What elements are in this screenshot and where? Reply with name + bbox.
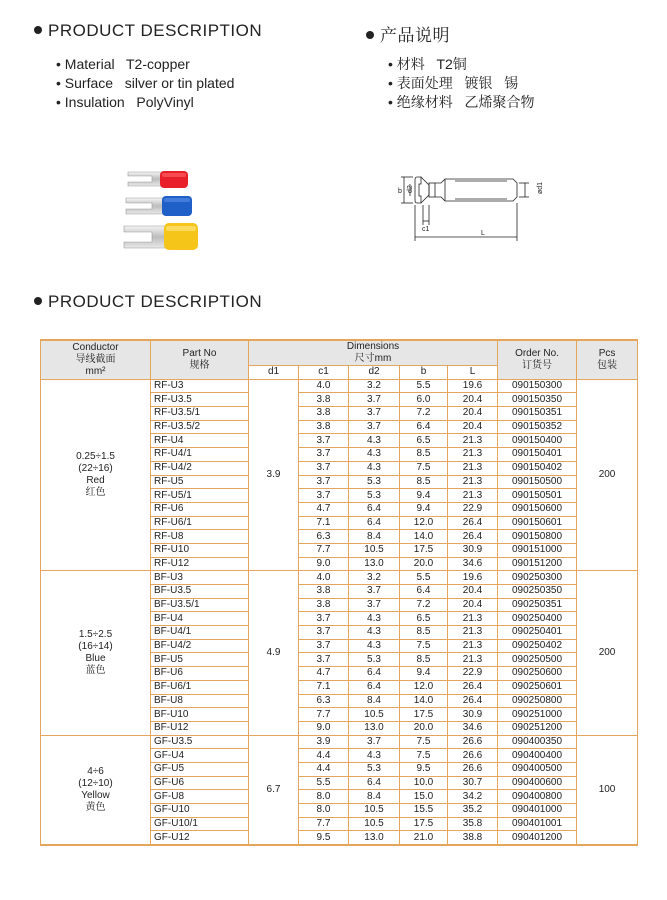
table-row (41, 379, 638, 393)
L-cell: 34.6 (448, 721, 498, 735)
b-cell: 8.5 (400, 475, 448, 489)
bullet-dot-icon (34, 297, 42, 305)
order-no-cell: 090250401 (498, 626, 577, 640)
c1-cell: 9.0 (299, 557, 349, 571)
table-header (41, 340, 638, 379)
c1-cell: 3.7 (299, 434, 349, 448)
order-no-cell: 090251200 (498, 721, 577, 735)
L-cell: 26.4 (448, 680, 498, 694)
L-cell: 21.3 (448, 626, 498, 640)
heading-text: PRODUCT DESCRIPTION (48, 21, 263, 40)
conductor-awg: (16÷14) (78, 640, 113, 652)
heading-text: 产品说明 (380, 26, 450, 45)
c1-cell: 3.8 (299, 420, 349, 434)
part-no-cell: RF-U4 (151, 434, 249, 448)
order-no-cell: 090150351 (498, 407, 577, 421)
d1-cell: 4.9 (249, 571, 299, 735)
b-cell: 12.0 (400, 680, 448, 694)
c1-cell: 3.7 (299, 626, 349, 640)
label-c1: c1 (422, 226, 430, 233)
d2-cell: 4.3 (349, 626, 400, 640)
part-no-cell: RF-U3.5 (151, 393, 249, 407)
order-no-cell: 090250500 (498, 653, 577, 667)
c1-cell: 3.8 (299, 598, 349, 612)
b-cell: 7.2 (400, 598, 448, 612)
d1-cell: 3.9 (249, 379, 299, 571)
c1-cell: 3.7 (299, 653, 349, 667)
L-cell: 21.3 (448, 612, 498, 626)
c1-cell: 3.7 (299, 448, 349, 462)
d2-cell: 4.3 (349, 448, 400, 462)
d2-cell: 5.3 (349, 762, 400, 776)
b-cell: 10.0 (400, 776, 448, 790)
d2-cell: 4.3 (349, 461, 400, 475)
d2-cell: 3.7 (349, 420, 400, 434)
c1-cell: 8.0 (299, 804, 349, 818)
header-c1: c1 (299, 366, 349, 380)
d2-cell: 10.5 (349, 708, 400, 722)
order-no-cell: 090150501 (498, 489, 577, 503)
d2-cell: 6.4 (349, 776, 400, 790)
bullet-dot-icon (366, 31, 374, 39)
c1-cell: 4.4 (299, 762, 349, 776)
L-cell: 22.9 (448, 502, 498, 516)
order-no-cell: 090150600 (498, 502, 577, 516)
c1-cell: 3.7 (299, 612, 349, 626)
heading-text: PRODUCT DESCRIPTION (48, 292, 263, 311)
part-no-cell: RF-U5/1 (151, 489, 249, 503)
d2-cell: 8.4 (349, 790, 400, 804)
order-no-cell: 090250402 (498, 639, 577, 653)
conductor-color-en: Yellow (81, 789, 110, 801)
table-section-heading (34, 292, 262, 312)
part-no-cell: BF-U12 (151, 721, 249, 735)
header-L: L (448, 366, 498, 380)
label-L: L (481, 230, 485, 237)
b-cell: 5.5 (400, 571, 448, 585)
label-d2: d2 (407, 185, 414, 193)
d2-cell: 13.0 (349, 831, 400, 845)
L-cell: 21.3 (448, 639, 498, 653)
part-no-cell: RF-U12 (151, 557, 249, 571)
part-no-cell: RF-U3.5/2 (151, 420, 249, 434)
header-d1: d1 (249, 366, 299, 380)
b-cell: 8.5 (400, 626, 448, 640)
L-cell: 19.6 (448, 379, 498, 393)
order-no-cell: 090251000 (498, 708, 577, 722)
L-cell: 35.8 (448, 817, 498, 831)
part-no-cell: RF-U3 (151, 379, 249, 393)
header-pcs (577, 340, 638, 379)
c1-cell: 7.1 (299, 680, 349, 694)
part-no-cell: RF-U8 (151, 530, 249, 544)
d2-cell: 4.3 (349, 434, 400, 448)
d2-cell: 6.4 (349, 502, 400, 516)
d2-cell: 5.3 (349, 489, 400, 503)
label-b: b (398, 188, 402, 195)
c1-cell: 3.9 (299, 735, 349, 749)
d2-cell: 8.4 (349, 530, 400, 544)
feature-material: • Material T2-copper (56, 56, 190, 72)
part-no-cell: RF-U5 (151, 475, 249, 489)
header-conductor-en: Conductor (72, 341, 119, 353)
order-no-cell: 090150402 (498, 461, 577, 475)
feature-surface-cn: • 表面处理 镀银 锡 (388, 75, 519, 91)
header-part-cn: 规格 (189, 359, 210, 371)
spade-terminals-photo (122, 168, 212, 254)
table-body (41, 379, 638, 845)
part-no-cell: GF-U12 (151, 831, 249, 845)
header-order-cn: 订货号 (522, 359, 553, 371)
conductor-color-cn: 蓝色 (85, 664, 106, 676)
L-cell: 20.4 (448, 393, 498, 407)
conductor-color-en: Blue (85, 652, 106, 664)
bullet-dot-icon (34, 26, 42, 34)
order-no-cell: 090150500 (498, 475, 577, 489)
b-cell: 7.5 (400, 639, 448, 653)
d2-cell: 5.3 (349, 475, 400, 489)
c1-cell: 7.7 (299, 543, 349, 557)
b-cell: 9.4 (400, 489, 448, 503)
L-cell: 20.4 (448, 420, 498, 434)
part-no-cell: GF-U6 (151, 776, 249, 790)
part-no-cell: BF-U3 (151, 571, 249, 585)
conductor-color-en: Red (86, 475, 105, 486)
c1-cell: 4.7 (299, 667, 349, 681)
order-no-cell: 090250351 (498, 598, 577, 612)
L-cell: 26.6 (448, 762, 498, 776)
order-no-cell: 090151000 (498, 543, 577, 557)
b-cell: 14.0 (400, 530, 448, 544)
header-pcs-en: Pcs (598, 347, 616, 359)
b-cell: 6.4 (400, 420, 448, 434)
order-no-cell: 090150350 (498, 393, 577, 407)
L-cell: 19.6 (448, 571, 498, 585)
L-cell: 30.9 (448, 543, 498, 557)
header-order-no (498, 340, 577, 379)
part-no-cell: RF-U4/1 (151, 448, 249, 462)
order-no-cell: 090150352 (498, 420, 577, 434)
part-no-cell: GF-U5 (151, 762, 249, 776)
L-cell: 21.3 (448, 461, 498, 475)
order-no-cell: 090150800 (498, 530, 577, 544)
L-cell: 26.6 (448, 735, 498, 749)
L-cell: 22.9 (448, 667, 498, 681)
header-order-en: Order No. (515, 347, 559, 359)
d2-cell: 4.3 (349, 639, 400, 653)
b-cell: 8.5 (400, 448, 448, 462)
d2-cell: 3.2 (349, 571, 400, 585)
feature-material-cn: • 材料 T2铜 (388, 56, 467, 72)
b-cell: 6.0 (400, 393, 448, 407)
part-no-cell: BF-U4/2 (151, 639, 249, 653)
order-no-cell: 090151200 (498, 557, 577, 571)
c1-cell: 7.7 (299, 708, 349, 722)
table-row (41, 735, 638, 749)
order-no-cell: 090401200 (498, 831, 577, 845)
L-cell: 20.4 (448, 598, 498, 612)
header-part-en: Part No (182, 347, 217, 359)
order-no-cell: 090400600 (498, 776, 577, 790)
part-no-cell: BF-U6 (151, 667, 249, 681)
d2-cell: 4.3 (349, 612, 400, 626)
c1-cell: 8.0 (299, 790, 349, 804)
order-no-cell: 090250601 (498, 680, 577, 694)
feature-surface: • Surface silver or tin plated (56, 75, 235, 91)
order-no-cell: 090150401 (498, 448, 577, 462)
b-cell: 7.2 (400, 407, 448, 421)
part-no-cell: GF-U10/1 (151, 817, 249, 831)
order-no-cell: 090150601 (498, 516, 577, 530)
part-no-cell: RF-U10 (151, 543, 249, 557)
part-no-cell: RF-U6 (151, 502, 249, 516)
part-no-cell: BF-U4/1 (151, 626, 249, 640)
d2-cell: 5.3 (349, 653, 400, 667)
L-cell: 21.3 (448, 653, 498, 667)
order-no-cell: 090400350 (498, 735, 577, 749)
part-no-cell: BF-U6/1 (151, 680, 249, 694)
b-cell: 12.0 (400, 516, 448, 530)
b-cell: 7.5 (400, 461, 448, 475)
c1-cell: 3.7 (299, 639, 349, 653)
d2-cell: 6.4 (349, 680, 400, 694)
b-cell: 6.4 (400, 585, 448, 599)
L-cell: 35.2 (448, 804, 498, 818)
conductor-group-cell (41, 735, 151, 845)
part-no-cell: GF-U3.5 (151, 735, 249, 749)
header-part-no (151, 340, 249, 379)
feature-insulation: • Insulation PolyVinyl (56, 94, 194, 110)
b-cell: 9.5 (400, 762, 448, 776)
order-no-cell: 090401001 (498, 817, 577, 831)
b-cell: 20.0 (400, 557, 448, 571)
d2-cell: 13.0 (349, 721, 400, 735)
L-cell: 34.6 (448, 557, 498, 571)
pcs-cell: 200 (577, 379, 638, 571)
d2-cell: 3.7 (349, 407, 400, 421)
b-cell: 6.5 (400, 434, 448, 448)
pcs-cell: 100 (577, 735, 638, 845)
order-no-cell: 090250800 (498, 694, 577, 708)
header-dimensions (249, 340, 498, 366)
d2-cell: 3.2 (349, 379, 400, 393)
b-cell: 14.0 (400, 694, 448, 708)
header-d2: d2 (349, 366, 400, 380)
part-no-cell: GF-U4 (151, 749, 249, 763)
L-cell: 38.8 (448, 831, 498, 845)
L-cell: 21.3 (448, 434, 498, 448)
red-terminal (128, 171, 188, 188)
b-cell: 20.0 (400, 721, 448, 735)
d2-cell: 8.4 (349, 694, 400, 708)
d2-cell: 6.4 (349, 667, 400, 681)
d2-cell: 3.7 (349, 735, 400, 749)
b-cell: 8.5 (400, 653, 448, 667)
product-description-heading-cn (366, 21, 450, 46)
conductor-color-cn: 红色 (85, 487, 106, 498)
conductor-awg: (12÷10) (78, 777, 113, 789)
part-no-cell: BF-U3.5/1 (151, 598, 249, 612)
c1-cell: 9.0 (299, 721, 349, 735)
conductor-range: 4÷6 (87, 765, 104, 777)
part-no-cell: RF-U4/2 (151, 461, 249, 475)
b-cell: 15.0 (400, 790, 448, 804)
L-cell: 26.4 (448, 516, 498, 530)
b-cell: 7.5 (400, 735, 448, 749)
conductor-group-cell (41, 379, 151, 571)
L-cell: 26.4 (448, 530, 498, 544)
part-no-cell: GF-U8 (151, 790, 249, 804)
c1-cell: 3.8 (299, 407, 349, 421)
part-no-cell: BF-U3.5 (151, 585, 249, 599)
b-cell: 9.4 (400, 502, 448, 516)
c1-cell: 7.1 (299, 516, 349, 530)
b-cell: 17.5 (400, 708, 448, 722)
order-no-cell: 090150400 (498, 434, 577, 448)
order-no-cell: 090400400 (498, 749, 577, 763)
c1-cell: 3.8 (299, 393, 349, 407)
d2-cell: 10.5 (349, 543, 400, 557)
L-cell: 30.9 (448, 708, 498, 722)
conductor-group-cell (41, 571, 151, 735)
conductor-range: 1.5÷2.5 (78, 628, 113, 640)
d2-cell: 10.5 (349, 817, 400, 831)
order-no-cell: 090400800 (498, 790, 577, 804)
d1-cell: 6.7 (249, 735, 299, 845)
header-dim-cn: 尺寸mm (354, 353, 392, 364)
part-no-cell: BF-U8 (151, 694, 249, 708)
header-conductor (41, 340, 151, 379)
c1-cell: 9.5 (299, 831, 349, 845)
order-no-cell: 090400500 (498, 762, 577, 776)
table-row (41, 571, 638, 585)
L-cell: 20.4 (448, 407, 498, 421)
d2-cell: 10.5 (349, 804, 400, 818)
header-conductor-unit: mm² (85, 365, 106, 377)
b-cell: 5.5 (400, 379, 448, 393)
L-cell: 21.3 (448, 448, 498, 462)
part-no-cell: BF-U10 (151, 708, 249, 722)
header-dim-en: Dimensions (346, 341, 400, 352)
d2-cell: 3.7 (349, 585, 400, 599)
b-cell: 17.5 (400, 543, 448, 557)
b-cell: 17.5 (400, 817, 448, 831)
c1-cell: 5.5 (299, 776, 349, 790)
feature-list-en (56, 55, 234, 112)
label-d1: ød1 (537, 181, 544, 194)
conductor-color-cn: 黄色 (85, 801, 106, 813)
blue-terminal (126, 196, 192, 216)
L-cell: 34.2 (448, 790, 498, 804)
order-no-cell: 090401000 (498, 804, 577, 818)
dimension-drawing (395, 163, 565, 245)
L-cell: 20.4 (448, 585, 498, 599)
feature-insulation-cn: • 绝缘材料 乙烯聚合物 (388, 94, 535, 110)
part-no-cell: RF-U3.5/1 (151, 407, 249, 421)
c1-cell: 3.7 (299, 475, 349, 489)
order-no-cell: 090250400 (498, 612, 577, 626)
d2-cell: 3.7 (349, 598, 400, 612)
part-no-cell: BF-U4 (151, 612, 249, 626)
d2-cell: 13.0 (349, 557, 400, 571)
L-cell: 21.3 (448, 489, 498, 503)
product-description-heading-en (34, 21, 262, 41)
part-no-cell: RF-U6/1 (151, 516, 249, 530)
order-no-cell: 090250600 (498, 667, 577, 681)
b-cell: 21.0 (400, 831, 448, 845)
c1-cell: 4.0 (299, 379, 349, 393)
spec-table (40, 339, 638, 846)
order-no-cell: 090250300 (498, 571, 577, 585)
c1-cell: 3.7 (299, 461, 349, 475)
b-cell: 15.5 (400, 804, 448, 818)
c1-cell: 3.7 (299, 489, 349, 503)
part-no-cell: GF-U10 (151, 804, 249, 818)
b-cell: 9.4 (400, 667, 448, 681)
yellow-terminal (124, 223, 198, 250)
d2-cell: 6.4 (349, 516, 400, 530)
L-cell: 30.7 (448, 776, 498, 790)
header-pcs-cn: 包装 (597, 359, 618, 371)
L-cell: 26.4 (448, 694, 498, 708)
c1-cell: 4.7 (299, 502, 349, 516)
header-conductor-cn: 导线截面 (75, 353, 116, 365)
header-b: b (400, 366, 448, 380)
order-no-cell: 090250350 (498, 585, 577, 599)
d2-cell: 4.3 (349, 749, 400, 763)
b-cell: 6.5 (400, 612, 448, 626)
conductor-range: 0.25÷1.5 (76, 451, 115, 462)
c1-cell: 3.8 (299, 585, 349, 599)
part-no-cell: BF-U5 (151, 653, 249, 667)
c1-cell: 4.4 (299, 749, 349, 763)
d2-cell: 3.7 (349, 393, 400, 407)
c1-cell: 4.0 (299, 571, 349, 585)
order-no-cell: 090150300 (498, 379, 577, 393)
c1-cell: 7.7 (299, 817, 349, 831)
pcs-cell: 200 (577, 571, 638, 735)
L-cell: 21.3 (448, 475, 498, 489)
c1-cell: 6.3 (299, 530, 349, 544)
feature-list-cn (388, 55, 534, 112)
conductor-awg: (22÷16) (78, 463, 113, 474)
c1-cell: 6.3 (299, 694, 349, 708)
b-cell: 7.5 (400, 749, 448, 763)
L-cell: 26.6 (448, 749, 498, 763)
